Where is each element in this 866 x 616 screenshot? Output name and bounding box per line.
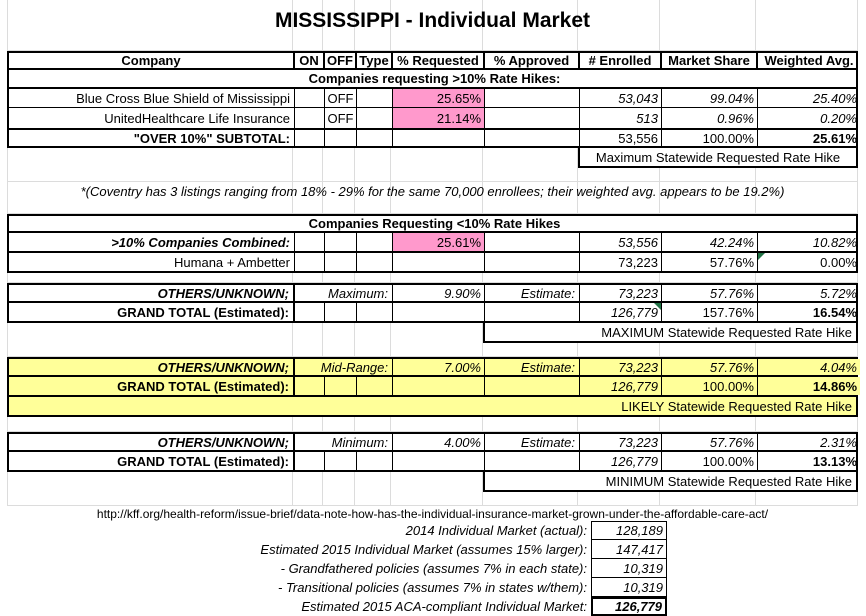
footer-row-transitional — [7, 578, 866, 597]
col-header-enrolled[interactable]: # Enrolled — [580, 53, 662, 68]
footer-label-2014[interactable]: 2014 Individual Market (actual): — [405, 523, 587, 538]
cell-subtotal-off[interactable] — [325, 130, 357, 146]
cell-uhc-type[interactable] — [357, 108, 393, 128]
col-header-on[interactable]: ON — [295, 53, 325, 68]
cell-bcbs-off[interactable]: OFF — [325, 89, 357, 107]
banner-under10[interactable]: Companies Requesting <10% Rate Hikes — [308, 216, 561, 231]
cell-bcbs-enrolled[interactable]: 53,043 — [580, 89, 662, 107]
cell-likely-note[interactable]: LIKELY Statewide Requested Rate Hike — [7, 397, 858, 417]
cell-min-total-on[interactable] — [295, 452, 325, 470]
banner-over10-row — [7, 70, 858, 89]
col-header-approved[interactable]: % Approved — [485, 53, 580, 68]
cell-humana-share[interactable]: 57.76% — [662, 253, 758, 271]
cell-mid-total-type[interactable] — [357, 377, 393, 395]
cell-humana-weighted-value: 0.00% — [820, 254, 857, 270]
col-header-weighted[interactable]: Weighted Avg. — [764, 53, 854, 68]
cell-humana-approved[interactable] — [485, 253, 580, 271]
cell-mid-enrolled[interactable]: 73,223 — [580, 359, 662, 375]
cell-mid-total-on[interactable] — [295, 377, 325, 395]
cell-min-share[interactable]: 57.76% — [662, 434, 758, 450]
cell-subtotal-requested[interactable] — [393, 130, 485, 146]
cell-mid-others-label[interactable]: OTHERS/UNKNOWN; — [9, 359, 295, 375]
cell-min-others-label[interactable]: OTHERS/UNKNOWN; — [9, 434, 295, 450]
likely-note-row — [7, 397, 858, 417]
cell-subtotal-label[interactable]: "OVER 10%" SUBTOTAL: — [9, 130, 295, 146]
cell-min-total-share[interactable]: 100.00% — [662, 452, 758, 470]
footer-row-2014 — [7, 521, 866, 540]
cell-min-total-off[interactable] — [325, 452, 357, 470]
footer-label-aca-compliant[interactable]: Estimated 2015 ACA-compliant Individual Market: — [301, 599, 587, 614]
cell-max-total-share[interactable]: 157.76% — [662, 303, 758, 321]
cell-combined-weighted[interactable]: 10.82% — [812, 234, 857, 250]
cell-min-total-approved[interactable] — [485, 452, 580, 470]
others-minimum-row — [7, 432, 858, 452]
cell-max-total-weighted[interactable]: 16.54% — [812, 304, 857, 320]
cell-combined-label[interactable]: >10% Companies Combined: — [9, 233, 295, 251]
cell-max-total-enrolled[interactable] — [580, 303, 662, 321]
footer-label-transitional[interactable]: - Transitional policies (assumes 7% in states w/them): — [278, 580, 587, 595]
cell-mid-total-enrolled[interactable]: 126,779 — [580, 377, 662, 395]
grand-total-maximum-row — [7, 303, 858, 323]
banner-over10[interactable]: Companies requesting >10% Rate Hikes: — [308, 71, 561, 86]
cell-mid-estimate-label[interactable]: Estimate: — [485, 359, 580, 375]
cell-max-scenario[interactable]: Maximum: — [295, 285, 393, 301]
comment-flag-icon — [654, 303, 661, 310]
cell-max-share[interactable]: 57.76% — [662, 285, 758, 301]
footer-row-grandfathered — [7, 559, 866, 578]
minimum-note-row — [7, 472, 858, 492]
footer-value-2015[interactable]: 147,417 — [591, 540, 667, 559]
cell-combined-off[interactable] — [325, 233, 357, 251]
cell-mid-weighted[interactable]: 4.04% — [758, 359, 860, 375]
table-row-bcbs — [7, 89, 858, 108]
cell-mid-scenario[interactable]: Mid-Range: — [295, 359, 393, 375]
cell-max-others-label[interactable]: OTHERS/UNKNOWN; — [9, 285, 295, 301]
cell-uhc-approved[interactable] — [485, 108, 580, 128]
coventry-note[interactable]: *(Coventry has 3 listings ranging from 18% - 29% for the same 70,000 enrollees; their weighted avg. appears to be 19.2%) — [80, 183, 785, 199]
col-header-type[interactable]: Type — [357, 53, 393, 68]
cell-uhc-requested[interactable]: 21.14% — [393, 108, 485, 128]
cell-max-total-approved[interactable] — [485, 303, 580, 321]
cell-mid-total-approved[interactable] — [485, 377, 580, 395]
cell-bcbs-requested[interactable]: 25.65% — [393, 89, 485, 107]
footer-row-aca-compliant — [7, 597, 866, 616]
cell-max-total-type[interactable] — [357, 303, 393, 321]
table-row-humana — [7, 253, 858, 273]
cell-max-total-label[interactable]: GRAND TOTAL (Estimated): — [9, 303, 295, 321]
banner-under10-row — [7, 214, 858, 233]
cell-max-total-requested[interactable] — [393, 303, 485, 321]
cell-mid-share[interactable]: 57.76% — [662, 359, 758, 375]
cell-bcbs-on[interactable] — [295, 89, 325, 107]
footer-label-2015[interactable]: Estimated 2015 Individual Market (assumes 15% larger): — [260, 542, 587, 557]
comment-flag-icon — [758, 253, 765, 260]
cell-min-rate[interactable]: 4.00% — [393, 434, 485, 450]
cell-bcbs-type[interactable] — [357, 89, 393, 107]
cell-max-weighted[interactable]: 5.72% — [820, 285, 857, 301]
page-title[interactable]: MISSISSIPPI - Individual Market — [274, 9, 591, 32]
cell-uhc-weighted[interactable]: 0.20% — [820, 110, 857, 126]
title-row — [7, 0, 858, 39]
cell-maximum-note[interactable]: MAXIMUM Statewide Requested Rate Hike — [483, 323, 858, 343]
cell-mid-total-requested[interactable] — [393, 377, 485, 395]
col-header-off[interactable]: OFF — [325, 53, 357, 68]
grand-total-midrange-row — [7, 377, 858, 397]
cell-uhc-share[interactable]: 0.96% — [662, 108, 758, 128]
cell-humana-label[interactable]: Humana + Ambetter — [9, 253, 295, 271]
col-header-requested[interactable]: % Requested — [393, 53, 485, 68]
cell-bcbs-share[interactable]: 99.04% — [662, 89, 758, 107]
cell-min-total-label[interactable]: GRAND TOTAL (Estimated): — [9, 452, 295, 470]
cell-combined-approved[interactable] — [485, 233, 580, 251]
blank-row — [7, 492, 858, 506]
others-midrange-row — [7, 357, 858, 377]
column-header-row — [7, 51, 858, 70]
cell-max-total-on[interactable] — [295, 303, 325, 321]
blank-row — [7, 200, 858, 214]
col-header-share[interactable]: Market Share — [662, 53, 758, 68]
cell-uhc-company[interactable]: UnitedHealthcare Life Insurance — [9, 108, 295, 128]
cell-uhc-on[interactable] — [295, 108, 325, 128]
cell-humana-requested[interactable] — [393, 253, 485, 271]
cell-subtotal-enrolled[interactable]: 53,556 — [580, 130, 662, 146]
cell-combined-enrolled[interactable]: 53,556 — [580, 233, 662, 251]
others-maximum-row — [7, 283, 858, 303]
cell-combined-on[interactable] — [295, 233, 325, 251]
cell-minimum-note[interactable]: MINIMUM Statewide Requested Rate Hike — [483, 472, 858, 492]
cell-mid-total-share[interactable]: 100.00% — [662, 377, 758, 395]
cell-humana-enrolled[interactable]: 73,223 — [580, 253, 662, 271]
cell-subtotal-share[interactable]: 100.00% — [662, 130, 758, 146]
cell-min-scenario[interactable]: Minimum: — [295, 434, 393, 450]
source-url[interactable]: http://kff.org/health-reform/issue-brief/data-note-how-has-the-individual-insurance-market-grown-under-the-affordable-care-act/ — [96, 506, 769, 521]
footer-value-grandfathered[interactable]: 10,319 — [591, 559, 667, 578]
col-header-company[interactable]: Company — [9, 53, 295, 68]
cell-humana-weighted[interactable] — [758, 253, 860, 271]
cell-max-total-off[interactable] — [325, 303, 357, 321]
cell-subtotal-approved[interactable] — [485, 130, 580, 146]
cell-subtotal-type[interactable] — [357, 130, 393, 146]
cell-subtotal-weighted[interactable]: 25.61% — [812, 130, 857, 146]
cell-min-total-requested[interactable] — [393, 452, 485, 470]
cell-uhc-off[interactable]: OFF — [325, 108, 357, 128]
blank-row — [7, 343, 858, 357]
cell-max-enrolled[interactable]: 73,223 — [580, 285, 662, 301]
blank-row — [7, 39, 858, 51]
cell-min-enrolled[interactable]: 73,223 — [580, 434, 662, 450]
cell-combined-requested[interactable]: 25.61% — [393, 233, 485, 251]
cell-max-rate[interactable]: 9.90% — [393, 285, 485, 301]
cell-humana-type[interactable] — [357, 253, 393, 271]
maximum-note-row — [7, 323, 858, 343]
cell-uhc-enrolled[interactable]: 513 — [580, 108, 662, 128]
cell-min-estimate-label[interactable]: Estimate: — [485, 434, 580, 450]
cell-humana-on[interactable] — [295, 253, 325, 271]
table-row-combined — [7, 233, 858, 253]
cell-combined-type[interactable] — [357, 233, 393, 251]
footer-value-2014[interactable]: 128,189 — [591, 521, 667, 540]
footer-row-2015 — [7, 540, 866, 559]
cell-max-estimate-label[interactable]: Estimate: — [485, 285, 580, 301]
cell-bcbs-approved[interactable] — [485, 89, 580, 107]
cell-bcbs-weighted[interactable]: 25.40% — [812, 90, 857, 106]
cell-min-total-enrolled[interactable]: 126,779 — [580, 452, 662, 470]
cell-mid-total-label[interactable]: GRAND TOTAL (Estimated): — [9, 377, 295, 395]
cell-bcbs-company[interactable]: Blue Cross Blue Shield of Mississippi — [9, 89, 295, 107]
cell-subtotal-on[interactable] — [295, 130, 325, 146]
cell-mid-total-weighted[interactable]: 14.86% — [758, 377, 860, 395]
footer-value-transitional[interactable]: 10,319 — [591, 578, 667, 597]
blank-row — [7, 168, 858, 182]
cell-combined-share[interactable]: 42.24% — [662, 233, 758, 251]
cell-humana-off[interactable] — [325, 253, 357, 271]
cell-mid-rate[interactable]: 7.00% — [393, 359, 485, 375]
footer-label-grandfathered[interactable]: - Grandfathered policies (assumes 7% in each state): — [280, 561, 587, 576]
grand-total-minimum-row — [7, 452, 858, 472]
cell-min-weighted[interactable]: 2.31% — [820, 434, 857, 450]
coventry-note-row — [7, 182, 858, 200]
cell-min-total-type[interactable] — [357, 452, 393, 470]
cell-max-note[interactable]: Maximum Statewide Requested Rate Hike — [578, 148, 858, 168]
blank-row — [7, 273, 858, 283]
max-note-row — [7, 148, 858, 168]
blank-row — [7, 417, 858, 432]
cell-min-total-weighted[interactable]: 13.13% — [812, 453, 857, 469]
footer-value-aca-compliant[interactable]: 126,779 — [591, 597, 667, 616]
subtotal-row — [7, 128, 858, 148]
cell-max-total-enrolled-value: 126,779 — [611, 304, 658, 320]
cell-mid-total-off[interactable] — [325, 377, 357, 395]
table-row-uhc — [7, 108, 858, 128]
